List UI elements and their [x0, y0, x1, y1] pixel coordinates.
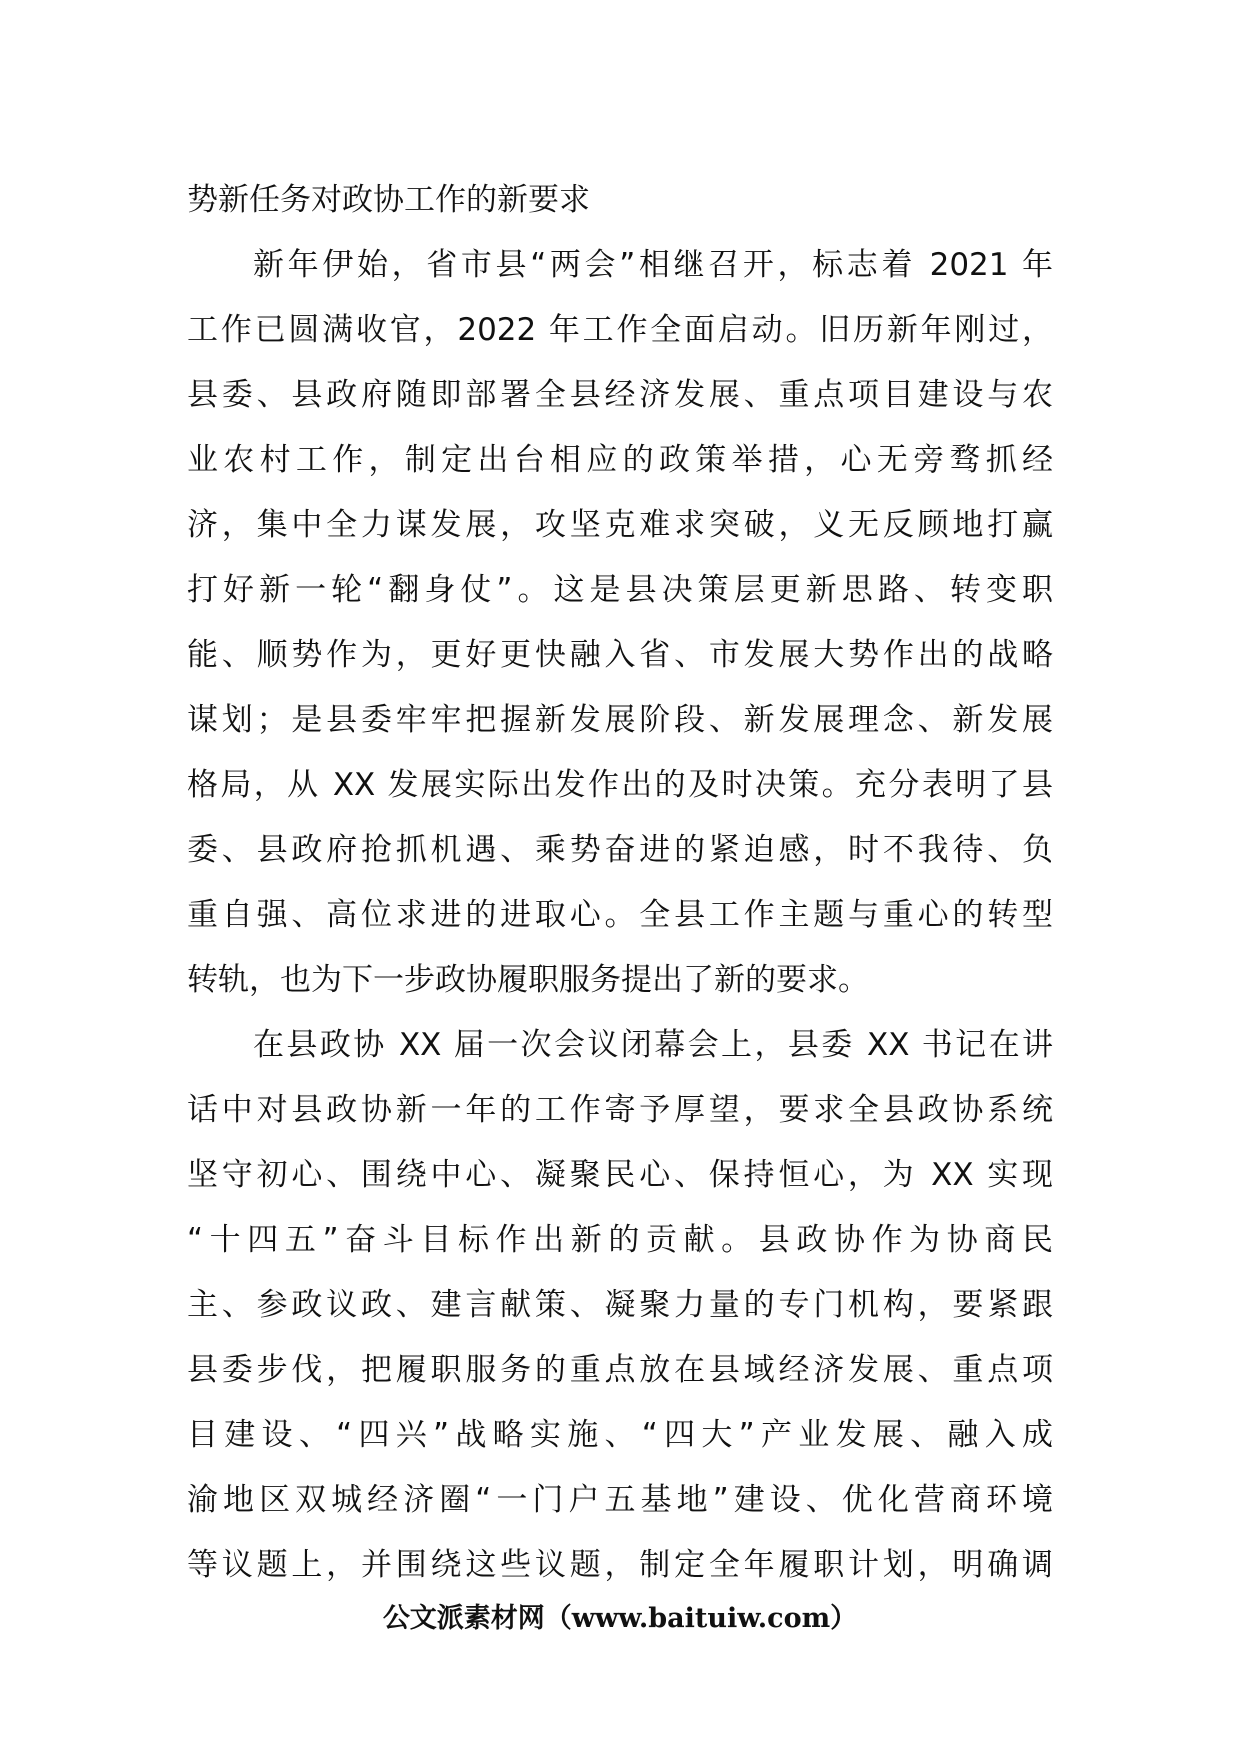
- paragraph-line: 委、县政府抢抓机遇、乘势奋进的紧迫感，时不我待、负: [187, 832, 1053, 868]
- paragraph-line: 重自强、高位求进的进取心。全县工作主题与重心的转型: [187, 897, 1053, 933]
- paragraph-line: 目建设、“四兴”战略实施、“四大”产业发展、融入成: [187, 1417, 1053, 1453]
- paragraph-line: 打好新一轮“翻身仗”。这是县决策层更新思路、转变职: [187, 572, 1053, 608]
- paragraph-line: 渝地区双城经济圈“一门户五基地”建设、优化营商环境: [187, 1482, 1053, 1518]
- paragraph-line: 转轨，也为下一步政协履职服务提出了新的要求。: [187, 962, 869, 998]
- paragraph-line: 县委、县政府随即部署全县经济发展、重点项目建设与农: [187, 377, 1053, 413]
- paragraph-line: 谋划；是县委牢牢把握新发展阶段、新发展理念、新发展: [187, 702, 1053, 738]
- paragraph-line: 坚守初心、围绕中心、凝聚民心、保持恒心，为 XX 实现: [187, 1157, 1053, 1193]
- paragraph-line: 济，集中全力谋发展，攻坚克难求突破，义无反顾地打赢: [187, 507, 1053, 543]
- paragraph-line: 势新任务对政协工作的新要求: [187, 182, 590, 218]
- paragraph-line: 新年伊始，省市县“两会”相继召开，标志着 2021 年: [253, 247, 1053, 283]
- paragraph-line: 格局，从 XX 发展实际出发作出的及时决策。充分表明了县: [187, 767, 1053, 803]
- document-body: [187, 168, 1053, 1598]
- paragraph-line: 等议题上，并围绕这些议题，制定全年履职计划，明确调: [187, 1547, 1053, 1583]
- paragraph-line: 能、顺势作为，更好更快融入省、市发展大势作出的战略: [187, 637, 1053, 673]
- paragraph-line: “十四五”奋斗目标作出新的贡献。县政协作为协商民: [187, 1222, 1053, 1258]
- paragraph-line: 业农村工作，制定出台相应的政策举措，心无旁骛抓经: [187, 442, 1053, 478]
- paragraph-line: 在县政协 XX 届一次会议闭幕会上，县委 XX 书记在讲: [253, 1027, 1053, 1063]
- paragraph-line: 工作已圆满收官，2022 年工作全面启动。旧历新年刚过，: [187, 312, 1053, 348]
- footer-watermark: 公文派素材网（www.baituiw.com）: [382, 1603, 858, 1634]
- paragraph-line: 县委步伐，把履职服务的重点放在县域经济发展、重点项: [187, 1352, 1053, 1388]
- paragraph-line: 话中对县政协新一年的工作寄予厚望，要求全县政协系统: [187, 1092, 1053, 1128]
- paragraph-line: 主、参政议政、建言献策、凝聚力量的专门机构，要紧跟: [187, 1287, 1053, 1323]
